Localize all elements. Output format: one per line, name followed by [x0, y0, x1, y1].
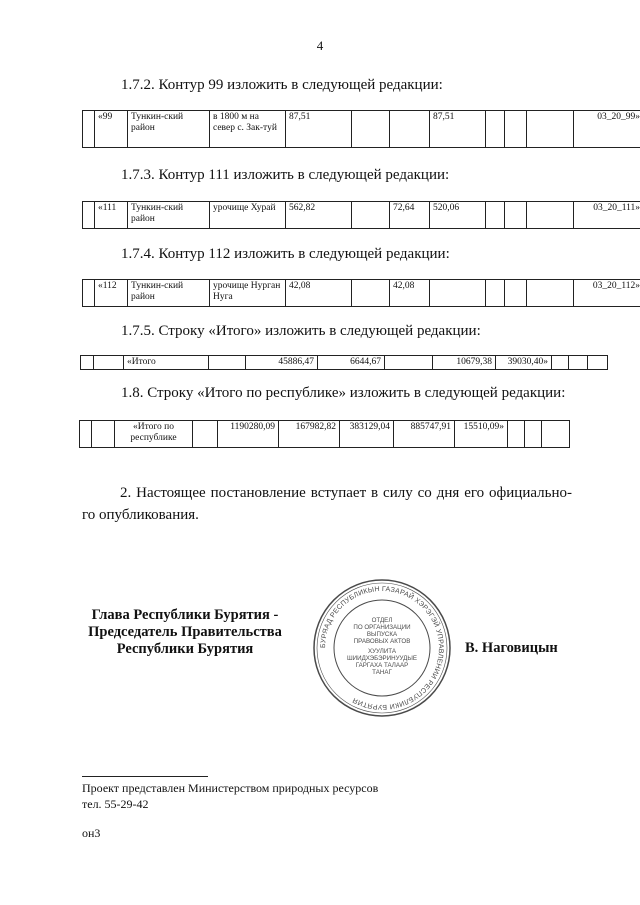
seal-line: ТАНАГ: [372, 669, 392, 676]
table-cell: [486, 111, 505, 148]
seal-line: ПРАВОВЫХ АКТОВ: [353, 638, 411, 645]
table-cell: 1190280,09: [218, 421, 279, 448]
table-cell: «112: [95, 280, 128, 307]
section-heading-1-7-3: 1.7.3. Контур 111 изложить в следующей редакции:: [121, 167, 450, 183]
table-cell: 72,64: [390, 202, 430, 229]
table-cell: 10679,38: [433, 356, 496, 370]
table-cell: 42,08: [286, 280, 352, 307]
table-cell: [552, 356, 569, 370]
signer-title-line: Республики Бурятия: [116, 641, 254, 657]
table-cell: «Итого по республике: [115, 421, 193, 448]
table-row: [80, 421, 570, 448]
table-cell: 15510,09»: [455, 421, 508, 448]
section-heading-1-7-4: 1.7.4. Контур 112 изложить в следующей редакции:: [121, 246, 450, 262]
contour-111-table: [82, 201, 640, 229]
table-cell: 03_20_99»: [574, 111, 640, 148]
table-cell: «Итого: [124, 356, 209, 370]
itogo-republic-table: [79, 420, 570, 448]
contour-112-table: [82, 279, 640, 307]
footer-line-1: Проект представлен Министерством природных ресурсов: [82, 781, 379, 795]
table-cell: [83, 111, 95, 148]
table-cell: [505, 202, 527, 229]
table-cell: [390, 111, 430, 148]
table-cell: [352, 280, 390, 307]
table-cell: [92, 421, 115, 448]
seal-line: ГАРГАХА ТАЛААР: [355, 662, 409, 669]
table-row: [83, 280, 640, 307]
table-cell: «99: [95, 111, 128, 148]
table-cell: 167982,82: [279, 421, 340, 448]
table-cell: урочище Нурган Нуга: [210, 280, 286, 307]
table-cell: [527, 111, 574, 148]
paragraph-2: [82, 482, 572, 526]
table-cell: 885747,91: [394, 421, 455, 448]
table-cell: 383129,04: [340, 421, 394, 448]
table-cell: [588, 356, 608, 370]
table-cell: 45886,47: [246, 356, 318, 370]
signer-title: [80, 607, 290, 658]
table-cell: [486, 202, 505, 229]
seal-line: ПО ОРГАНИЗАЦИИ: [353, 624, 411, 631]
table-cell: [94, 356, 124, 370]
table-cell: [193, 421, 218, 448]
table-cell: 520,06: [430, 202, 486, 229]
seal-line: ВЫПУСКА: [366, 631, 398, 638]
table-cell: [569, 356, 588, 370]
signer-name: В. Наговицын: [465, 640, 558, 656]
footnote-divider: [82, 776, 208, 777]
page-number: 4: [316, 38, 324, 53]
table-cell: [525, 421, 542, 448]
table-cell: «111: [95, 202, 128, 229]
table-cell: [209, 356, 246, 370]
table-cell: [508, 421, 525, 448]
section-heading-1-7-5: 1.7.5. Строку «Итого» изложить в следующей редакции:: [121, 323, 481, 339]
table-cell: 03_20_111»: [574, 202, 640, 229]
seal-line: ОТДЕЛ: [371, 617, 393, 624]
itogo-table: [80, 355, 608, 370]
table-cell: [352, 202, 390, 229]
paragraph-2-text: 2. Настоящее постановление вступает в силу со дня его официально-го опубликования.: [82, 485, 572, 523]
official-seal: [312, 578, 452, 718]
table-cell: 39030,40»: [496, 356, 552, 370]
table-cell: [505, 111, 527, 148]
table-cell: Тункин-ский район: [128, 280, 210, 307]
table-cell: Тункин-ский район: [128, 202, 210, 229]
table-cell: [486, 280, 505, 307]
table-cell: 87,51: [286, 111, 352, 148]
section-heading-1-8: 1.8. Строку «Итого по республике» изложить в следующей редакции:: [121, 385, 566, 401]
table-cell: Тункин-ский район: [128, 111, 210, 148]
table-cell: 6644,67: [318, 356, 385, 370]
footer-line-2: тел. 55-29-42: [82, 797, 149, 811]
table-cell: [83, 280, 95, 307]
table-cell: урочище Хурай: [210, 202, 286, 229]
section-heading-1-7-2: 1.7.2. Контур 99 изложить в следующей редакции:: [121, 77, 443, 93]
footer-code: он3: [82, 826, 101, 840]
table-cell: 42,08: [390, 280, 430, 307]
table-cell: [527, 202, 574, 229]
table-cell: в 1800 м на север с. Зак-туй: [210, 111, 286, 148]
table-cell: 562,82: [286, 202, 352, 229]
table-cell: [80, 421, 92, 448]
table-row: [83, 111, 640, 148]
signer-title-line: Глава Республики Бурятия -: [91, 607, 279, 623]
table-cell: [83, 202, 95, 229]
table-cell: [430, 280, 486, 307]
table-cell: [542, 421, 570, 448]
seal-line: ШИИДХЭБЭРИНУУДЫЕ: [347, 655, 417, 662]
table-row: [81, 356, 608, 370]
table-cell: 03_20_112»: [574, 280, 640, 307]
table-row: [83, 202, 640, 229]
table-cell: [505, 280, 527, 307]
contour-99-table: [82, 110, 640, 148]
seal-ring-text: БУРЯАД РЕСПУБЛИКЫН ГАЗАРАЙ ХЭРЭГЭЙ УПРАВЛЕНИИ РЕСПУБЛИКИ БУРЯТИЯ: [319, 585, 445, 711]
signer-title-line: Председатель Правительства: [88, 624, 282, 640]
seal-line: ХУУЛИТА: [368, 648, 396, 655]
table-cell: [527, 280, 574, 307]
table-cell: [81, 356, 94, 370]
table-cell: [352, 111, 390, 148]
table-cell: 87,51: [430, 111, 486, 148]
table-cell: [385, 356, 433, 370]
